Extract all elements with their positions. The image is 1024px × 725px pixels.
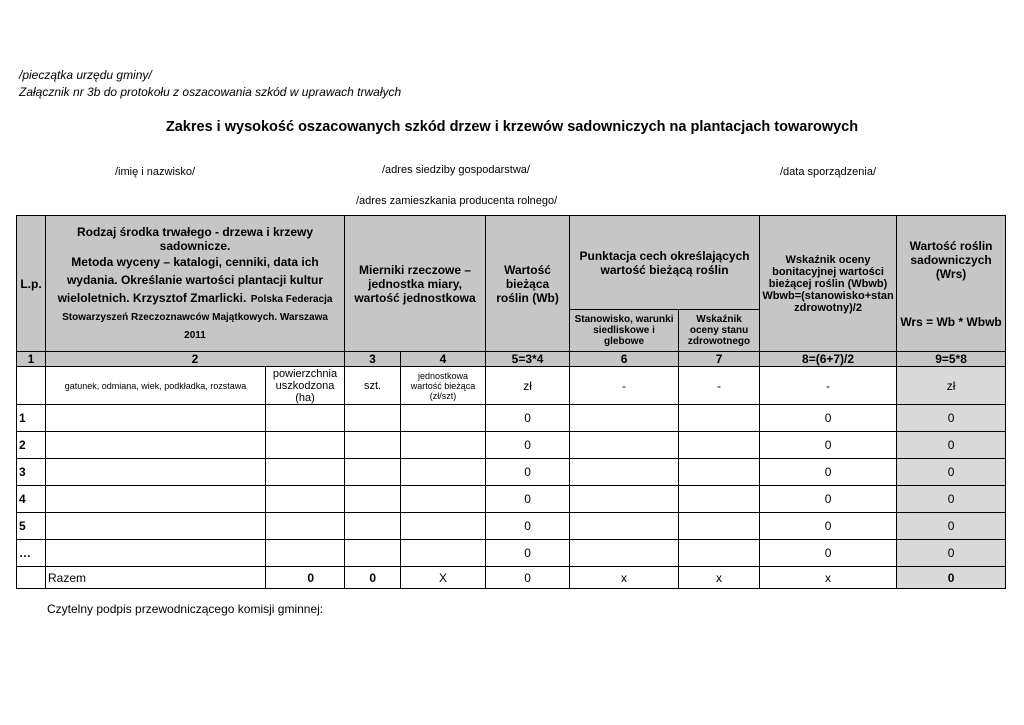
row-wrs: 0 [897,459,1006,486]
row-qty[interactable] [345,540,401,567]
row-unit-value[interactable] [401,540,486,567]
date-label: /data sporządzenia/ [780,166,877,178]
colnum-5: 5=3*4 [486,352,570,367]
row-species[interactable] [46,432,266,459]
row-site-score[interactable] [570,432,679,459]
row-species[interactable] [46,513,266,540]
header-asset-type-line2: Metoda wyceny – katalogi, cenniki, data ich wydania. Określanie wartości plantacji kultur wieloletnich. Krzysztof Zmarlicki. [57,254,324,305]
row-qty[interactable] [345,432,401,459]
row-lp: 4 [17,486,46,513]
header-plant-value-formula: Wrs = Wb * Wbwb [900,314,1002,329]
row-lp: 2 [17,432,46,459]
row-wbwb: 0 [760,486,897,513]
total-qty: 0 [345,567,401,589]
row-wb: 0 [486,540,570,567]
attachment-note: Załącznik nr 3b do protokołu z oszacowania szkód w uprawach trwałych [19,85,402,99]
residence-address-label: /adres zamieszkania producenta rolnego/ [356,195,558,207]
row-wbwb: 0 [760,405,897,432]
units-c7: - [679,367,760,405]
row-species[interactable] [46,405,266,432]
total-wrs: 0 [897,567,1006,589]
row-health-score[interactable] [679,405,760,432]
row-unit-value[interactable] [401,486,486,513]
signature-label: Czytelny podpis przewodniczącego komisji gminnej: [47,602,324,616]
header-plant-value [897,216,1006,352]
total-c8: x [760,567,897,589]
row-wrs: 0 [897,486,1006,513]
colnum-6: 6 [570,352,679,367]
header-asset-type [46,216,345,352]
row-qty[interactable] [345,405,401,432]
row-qty[interactable] [345,486,401,513]
table-row [17,540,1006,567]
colnum-1: 1 [17,352,46,367]
row-site-score[interactable] [570,405,679,432]
total-c6: x [570,567,679,589]
row-wb: 0 [486,459,570,486]
header-bonitation-index: Wskaźnik oceny bonitacyjnej wartości bieżącej roślin (Wbwb) Wbwb=(stanowisko+stan zdrowotny)/2 [760,216,897,352]
total-c7: x [679,567,760,589]
row-wb: 0 [486,432,570,459]
row-lp: 3 [17,459,46,486]
total-row [17,567,1006,589]
row-area[interactable] [266,540,345,567]
damage-table [16,215,1006,589]
row-lp: 5 [17,513,46,540]
colnum-4: 4 [401,352,486,367]
table-row [17,513,1006,540]
row-unit-value[interactable] [401,513,486,540]
header-asset-type-line1: Rodzaj środka trwałego - drzewa i krzewy sadownicze. [76,224,314,253]
header-scoring: Punktacja cech określających wartość bieżącą roślin [570,216,760,310]
column-number-row [17,352,1006,367]
row-lp: 1 [17,405,46,432]
header-health-index: Wskaźnik oceny stanu zdrowotnego [679,310,760,352]
name-field-label: /imię i nazwisko/ [115,166,196,178]
row-health-score[interactable] [679,459,760,486]
stamp-note: /pieczątka urzędu gminy/ [19,68,152,82]
units-wrs: zł [897,367,1006,405]
row-health-score[interactable] [679,432,760,459]
units-unit-value: jednostkowa wartość bieżąca (zł/szt) [401,367,486,405]
total-lp [17,567,46,589]
row-wbwb: 0 [760,459,897,486]
row-wbwb: 0 [760,513,897,540]
row-unit-value[interactable] [401,405,486,432]
row-lp: … [17,540,46,567]
header-lp: L.p. [17,216,46,352]
row-health-score[interactable] [679,540,760,567]
row-wbwb: 0 [760,432,897,459]
row-species[interactable] [46,486,266,513]
row-health-score[interactable] [679,513,760,540]
total-area: 0 [266,567,345,589]
row-qty[interactable] [345,513,401,540]
colnum-2: 2 [46,352,345,367]
row-site-score[interactable] [570,540,679,567]
header-asset-type-line3: Polska Federacja Stowarzyszeń Rzeczoznawców Majątkowych. Warszawa 2011 [62,293,333,341]
row-site-score[interactable] [570,513,679,540]
row-wrs: 0 [897,513,1006,540]
row-wb: 0 [486,405,570,432]
row-species[interactable] [46,459,266,486]
table-row [17,459,1006,486]
document-title: Zakres i wysokość oszacowanych szkód drzew i krzewów sadowniczych na plantacjach towarowych [165,119,859,135]
units-species: gatunek, odmiana, wiek, podkładka, rozstawa [46,367,266,405]
units-qty: szt. [345,367,401,405]
row-area[interactable] [266,459,345,486]
table-row [17,432,1006,459]
header-current-value: Wartość bieżąca roślin (Wb) [486,216,570,352]
units-row [17,367,1006,405]
colnum-3: 3 [345,352,401,367]
row-qty[interactable] [345,459,401,486]
row-wrs: 0 [897,405,1006,432]
header-measures: Mierniki rzeczowe – jednostka miary, wartość jednostkowa [345,216,486,352]
row-wb: 0 [486,486,570,513]
colnum-9: 9=5*8 [897,352,1006,367]
row-unit-value[interactable] [401,459,486,486]
table-row [17,405,1006,432]
row-wrs: 0 [897,432,1006,459]
colnum-8: 8=(6+7)/2 [760,352,897,367]
table-row [17,486,1006,513]
row-area[interactable] [266,486,345,513]
header-plant-value-top: Wartość roślin sadowniczych (Wrs) [909,238,993,281]
header-row-top [17,216,1006,310]
units-wb: zł [486,367,570,405]
row-unit-value[interactable] [401,432,486,459]
row-wrs: 0 [897,540,1006,567]
row-wbwb: 0 [760,540,897,567]
header-site-conditions: Stanowisko, warunki siedliskowe i glebowe [570,310,679,352]
total-label: Razem [46,567,266,589]
row-health-score[interactable] [679,486,760,513]
units-c6: - [570,367,679,405]
colnum-7: 7 [679,352,760,367]
total-wb: 0 [486,567,570,589]
row-site-score[interactable] [570,459,679,486]
row-species[interactable] [46,540,266,567]
row-area[interactable] [266,432,345,459]
units-c8: - [760,367,897,405]
units-area: powierzchnia uszkodzona (ha) [266,367,345,405]
row-area[interactable] [266,513,345,540]
total-unit-value: X [401,567,486,589]
row-area[interactable] [266,405,345,432]
row-wb: 0 [486,513,570,540]
farm-address-label: /adres siedziby gospodarstwa/ [382,164,530,176]
row-site-score[interactable] [570,486,679,513]
units-lp [17,367,46,405]
